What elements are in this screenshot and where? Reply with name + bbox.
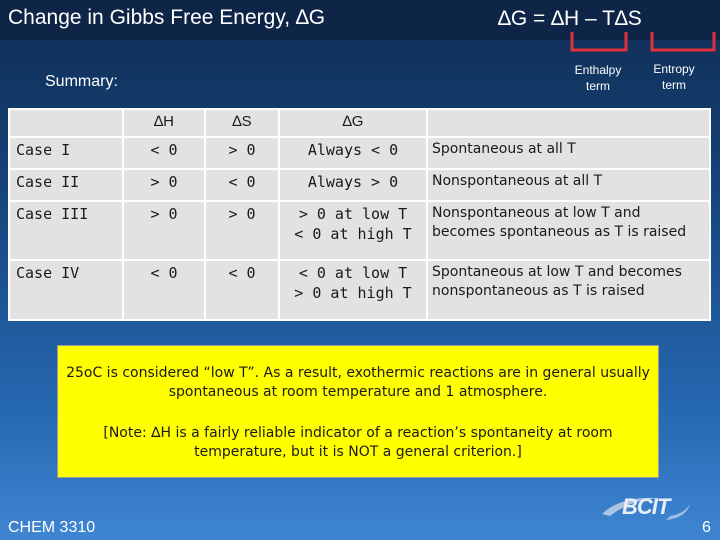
term-brackets bbox=[560, 30, 720, 60]
description-cell: Spontaneous at all T bbox=[427, 137, 710, 169]
header-cell-delta-s: ∆S bbox=[205, 109, 279, 137]
description-cell: Nonspontaneous at low T and becomes spontaneous as T is raised bbox=[427, 201, 710, 260]
table-header-row bbox=[9, 109, 710, 137]
table-row bbox=[9, 260, 710, 320]
header-cell-description bbox=[427, 109, 710, 137]
delta-h-cell: < 0 bbox=[123, 137, 205, 169]
delta-g-cell: Always < 0 bbox=[279, 137, 427, 169]
summary-table-container bbox=[8, 108, 711, 318]
entropy-term-label: Entropy term bbox=[653, 62, 695, 92]
logo-text: BCIT bbox=[622, 494, 670, 519]
description-cell: Spontaneous at low T and becomes nonspontaneous as T is raised bbox=[427, 260, 710, 320]
delta-s-cell: > 0 bbox=[205, 201, 279, 260]
header-cell-delta-h: ∆H bbox=[123, 109, 205, 137]
delta-g-cell: > 0 at low T < 0 at high T bbox=[279, 201, 427, 260]
table-row bbox=[9, 169, 710, 201]
note-box bbox=[57, 345, 659, 478]
bcit-logo bbox=[600, 492, 692, 522]
delta-s-cell: < 0 bbox=[205, 169, 279, 201]
delta-g-cell: Always > 0 bbox=[279, 169, 427, 201]
delta-g-cell: < 0 at low T > 0 at high T bbox=[279, 260, 427, 320]
slide-title: Change in Gibbs Free Energy, ∆G bbox=[8, 6, 326, 29]
course-footer: CHEM 3310 bbox=[8, 519, 96, 536]
table-row bbox=[9, 137, 710, 169]
delta-h-cell: < 0 bbox=[123, 260, 205, 320]
case-name-cell: Case IV bbox=[9, 260, 123, 320]
table-row bbox=[9, 201, 710, 260]
case-name-cell: Case II bbox=[9, 169, 123, 201]
note-paragraph-room-temperature: 25oC is considered “low T”. As a result, exothermic reactions are in general usually spontaneous at room temperature and 1 atmosphere. bbox=[66, 365, 650, 400]
enthalpy-term-label: Enthalpy term bbox=[574, 63, 622, 93]
entropy-bracket bbox=[652, 32, 714, 50]
delta-s-cell: > 0 bbox=[205, 137, 279, 169]
note-paragraph-criterion: [Note: ∆H is a fairly reliable indicator of a reaction’s spontaneity at room temperature, but it is NOT a general criterion.] bbox=[103, 425, 613, 460]
delta-h-cell: > 0 bbox=[123, 201, 205, 260]
summary-label: Summary: bbox=[45, 73, 118, 90]
summary-table bbox=[8, 108, 711, 321]
header-cell-case bbox=[9, 109, 123, 137]
delta-s-cell: < 0 bbox=[205, 260, 279, 320]
delta-h-cell: > 0 bbox=[123, 169, 205, 201]
page-number: 6 bbox=[702, 519, 711, 536]
case-name-cell: Case I bbox=[9, 137, 123, 169]
enthalpy-bracket bbox=[572, 32, 626, 50]
header-cell-delta-g: ∆G bbox=[279, 109, 427, 137]
description-cell: Nonspontaneous at all T bbox=[427, 169, 710, 201]
case-name-cell: Case III bbox=[9, 201, 123, 260]
gibbs-equation: ∆G = ∆H – T∆S bbox=[498, 7, 642, 30]
